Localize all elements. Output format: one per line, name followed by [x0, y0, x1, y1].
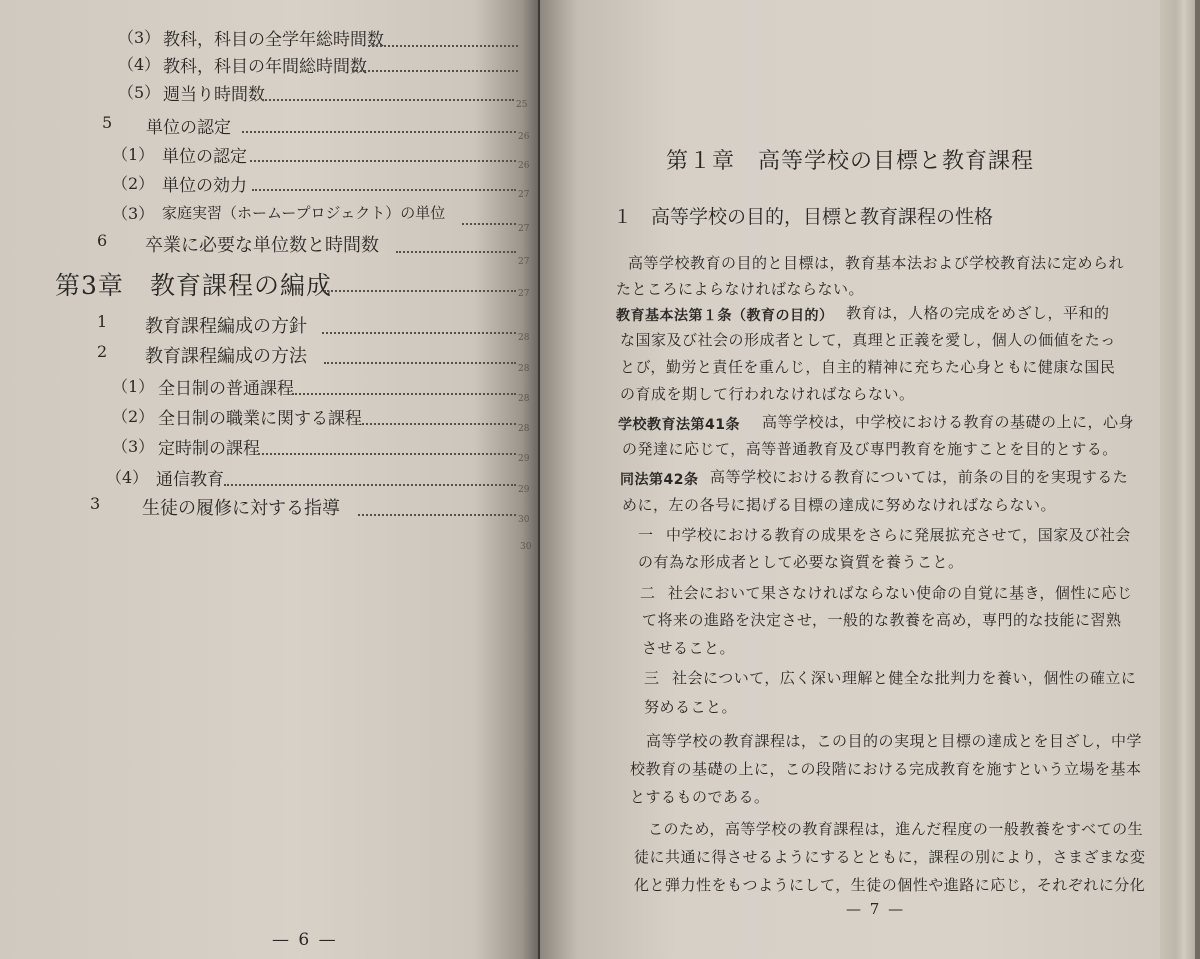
item-line: 社会において果さなければならない使命の自覚に基き，個性に応じ — [668, 584, 1133, 602]
page-number-left: — 6 — — [272, 930, 338, 950]
chapter-heading: 第１章 高等学校の目標と教育課程 — [666, 149, 1035, 174]
toc-page-number: 28 — [518, 424, 530, 434]
toc-page-number: 27 — [518, 289, 530, 299]
toc-entry-title: 通信教育 — [156, 470, 224, 490]
toc-entry-title: 週当り時間数 — [163, 85, 265, 105]
item-line: 中学校における教育の成果をさらに発展拡充させて，国家及び社会 — [666, 526, 1131, 544]
toc-entry-number: （3） — [112, 437, 155, 456]
toc-leader — [324, 362, 516, 364]
toc-entry — [0, 113, 538, 143]
toc-entry-title: 単位の効力 — [162, 176, 247, 196]
law-text-line: 高等学校は，中学校における教育の基礎の上に，心身 — [762, 413, 1135, 431]
law-label-art42: 同法第42条 — [620, 472, 699, 488]
item-mark: 二 — [640, 584, 656, 602]
toc-leader — [358, 514, 516, 516]
toc-leader — [322, 332, 516, 334]
law-text-line: めに，左の各号に掲げる目標の達成に努めなければならない。 — [622, 496, 1057, 514]
toc-entry — [0, 465, 538, 495]
item-line: 努めること。 — [644, 698, 738, 716]
law-text-line: とび，勤労と責任を重んじ，自主的精神に充ちた心身ともに健康な国民 — [620, 358, 1116, 376]
toc-entry-number: （1） — [112, 377, 155, 396]
page-edges — [1160, 0, 1200, 959]
toc-leader — [258, 453, 516, 455]
toc-page-number: 30 — [518, 515, 530, 525]
toc-entry-title: 単位の認定 — [162, 147, 247, 167]
toc-leader — [292, 393, 516, 395]
toc-entry-title: 教科，科目の全学年総時間数 — [163, 30, 384, 50]
toc-page-number: 29 — [518, 454, 530, 464]
toc-entry-title: 卒業に必要な単位数と時間数 — [145, 235, 379, 256]
toc-entry — [0, 374, 538, 404]
toc-entry — [0, 171, 538, 201]
toc-entry — [0, 312, 538, 342]
body-line: たところによらなければならない。 — [616, 280, 865, 298]
section-heading: １ 高等学校の目的，目標と教育課程の性格 — [613, 206, 994, 228]
toc-page-number: 27 — [518, 224, 530, 234]
toc-entry-title: 教育課程編成の方法 — [145, 346, 307, 367]
toc-chapter-number: 第3章 — [55, 271, 124, 300]
toc-entry — [0, 434, 538, 464]
toc-entry-number: （4） — [118, 55, 161, 74]
toc-leader — [242, 131, 516, 133]
law-text-line: な国家及び社会の形成者として，真理と正義を愛し，個人の価値をたっ — [620, 331, 1116, 349]
toc-leader — [262, 99, 514, 101]
toc-entry-number: （4） — [106, 468, 149, 487]
toc-entry-number: （3） — [118, 28, 161, 47]
toc-leader — [462, 223, 516, 225]
toc-page-number: 26 — [518, 132, 530, 142]
toc-page-number: 28 — [518, 364, 530, 374]
toc-leader — [352, 70, 518, 72]
toc-entry-title: 定時制の課程 — [158, 439, 260, 459]
toc-page-number: 26 — [518, 161, 530, 171]
item-line: させること。 — [642, 639, 736, 657]
toc-page-number: 25 — [516, 100, 528, 110]
page-number-right: — 7 — — [846, 900, 906, 918]
left-page — [0, 0, 538, 959]
law-text-line: の育成を期して行われなければならない。 — [620, 385, 915, 403]
law-text-line: の発達に応じて，高等普通教育及び専門教育を施すことを目的とする。 — [622, 440, 1118, 458]
law-text-line: 教育は，人格の完成をめざし，平和的 — [846, 304, 1110, 322]
toc-entry-title: 全日制の職業に関する課程 — [158, 409, 362, 429]
toc-leader — [224, 484, 516, 486]
toc-leader — [396, 251, 516, 253]
body-line: 化と弾力性をもつようにして，生徒の個性や進路に応じ，それぞれに分化 — [634, 876, 1146, 894]
law-text-line: 高等学校における教育については，前条の目的を実現するた — [710, 468, 1129, 486]
toc-entry-number: （2） — [112, 407, 155, 426]
toc-entry-title: 教育課程編成の方針 — [145, 316, 307, 337]
toc-trailing-page-number: 30 — [520, 542, 532, 552]
toc-leader — [368, 45, 518, 47]
toc-entry — [0, 494, 538, 524]
toc-entry-number: 3 — [90, 494, 101, 513]
toc-entry — [0, 201, 538, 234]
law-label-school-act-art41: 学校教育法第41条 — [618, 417, 740, 433]
toc-page-number: 27 — [518, 257, 530, 267]
toc-entry-number: 5 — [102, 113, 113, 132]
toc-entry-number: （2） — [112, 174, 155, 193]
toc-chapter-entry — [0, 266, 538, 306]
toc-entry — [0, 142, 538, 172]
toc-entry-title: 全日制の普通課程 — [158, 379, 294, 399]
toc-entry — [0, 80, 538, 110]
page-edge-shadow — [1195, 0, 1200, 959]
toc-entry-title: 教科，科目の年間総時間数 — [163, 57, 367, 77]
toc-entry-number: 6 — [97, 231, 108, 250]
law-label-basic-act-art1: 教育基本法第１条（教育の目的） — [616, 308, 834, 324]
toc-entry-title: 家庭実習（ホームープロジェクト）の単位 — [162, 204, 446, 222]
toc-page-number: 28 — [518, 333, 530, 343]
item-line: 社会について，広く深い理解と健全な批判力を養い，個性の確立に — [672, 669, 1137, 687]
toc-entry — [0, 25, 538, 55]
toc-entry-number: （3） — [112, 204, 155, 223]
toc-chapter-title: 教育課程の編成 — [150, 271, 333, 300]
toc-entry — [0, 342, 538, 372]
item-line: の有為な形成者として必要な資質を養うこと。 — [638, 553, 964, 571]
toc-leader — [252, 189, 516, 191]
toc-page-number: 28 — [518, 394, 530, 404]
toc-entry-title: 生徒の履修に対する指導 — [142, 498, 340, 519]
toc-entry — [0, 231, 538, 267]
item-line: て将来の進路を決定させ，一般的な教養を高め，専門的な技能に習熟 — [642, 611, 1122, 629]
toc-entry-number: （1） — [112, 145, 155, 164]
item-mark: 一 — [638, 526, 654, 544]
right-page — [540, 0, 1160, 959]
toc-entry — [0, 52, 538, 82]
item-mark: 三 — [644, 669, 660, 687]
toc-entry-title: 単位の認定 — [146, 118, 231, 138]
toc-entry — [0, 404, 538, 434]
body-line: とするものである。 — [630, 788, 770, 806]
toc-entry-number: （5） — [118, 83, 161, 102]
body-line: 徒に共通に得させるようにするとともに，課程の別により，さまざまな変 — [634, 848, 1146, 866]
body-line: このため，高等学校の教育課程は，進んだ程度の一般教養をすべての生 — [648, 820, 1144, 838]
toc-entry-number: 2 — [97, 342, 108, 361]
toc-page-number: 29 — [518, 485, 530, 495]
toc-leader — [324, 290, 516, 292]
toc-page-number: 27 — [518, 190, 530, 200]
body-line: 高等学校教育の目的と目標は，教育基本法および学校教育法に定められ — [628, 254, 1125, 272]
toc-entry-number: 1 — [97, 312, 108, 331]
body-line: 高等学校の教育課程は，この目的の実現と目標の達成とを目ざし，中学 — [646, 732, 1143, 750]
toc-leader — [362, 423, 516, 425]
body-line: 校教育の基礎の上に，この段階における完成教育を施すという立場を基本 — [630, 760, 1142, 778]
toc-leader — [250, 160, 516, 162]
